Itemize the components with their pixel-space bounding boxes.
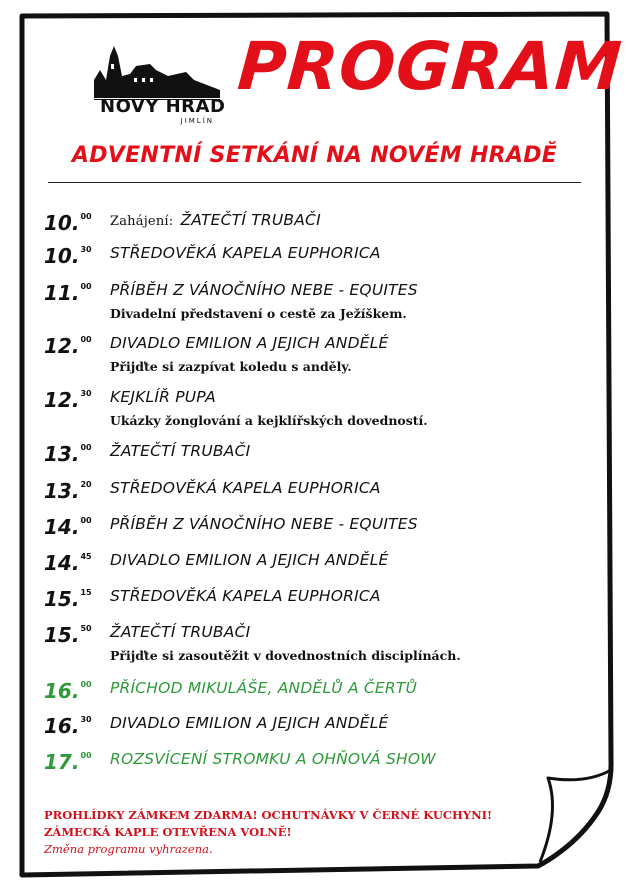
program-time — [44, 244, 92, 268]
program-note: Přijďte si zasoutěžit v dovednostních disciplínách. — [110, 648, 461, 663]
program-minute: 30 — [80, 389, 92, 398]
program-act-title: ŽATEČTÍ TRUBAČI — [110, 623, 251, 641]
program-minute: 00 — [80, 282, 92, 291]
program-hour: 10. — [44, 244, 80, 268]
program-minute: 00 — [80, 751, 92, 760]
program-hour: 17. — [44, 750, 80, 774]
program-hour: 13. — [44, 442, 80, 466]
program-minute: 00 — [80, 516, 92, 525]
program-minute: 00 — [80, 680, 92, 689]
program-act-title: ROZSVÍCENÍ STROMKU A OHŇOVÁ SHOW — [110, 750, 436, 768]
page-subtitle: ADVENTNÍ SETKÁNÍ NA NOVÉM HRADĚ — [71, 143, 558, 168]
program-act — [110, 442, 250, 460]
program-act-title: DIVADLO EMILION A JEJICH ANDĚLÉ — [110, 551, 389, 569]
program-minute: 00 — [80, 443, 92, 452]
logo-novy-hrad — [94, 40, 226, 125]
program-act-title: ŽATEČTÍ TRUBAČI — [110, 442, 251, 460]
program-item — [0, 515, 629, 539]
program-act — [110, 515, 418, 533]
program-item — [0, 750, 629, 774]
program-minute: 30 — [80, 715, 92, 724]
program-time — [44, 479, 92, 503]
program-act-title: DIVADLO EMILION A JEJICH ANDĚLÉ — [110, 714, 389, 732]
program-act — [110, 714, 389, 732]
program-item — [0, 388, 629, 428]
program-time — [44, 388, 92, 412]
program-item — [0, 679, 629, 703]
logo-place: JIMLÍN — [180, 117, 214, 125]
program-minute: 30 — [80, 245, 92, 254]
program-act-title: STŘEDOVĚKÁ KAPELA EUPHORICA — [110, 479, 381, 497]
program-act — [110, 551, 389, 569]
program-item — [0, 623, 629, 663]
footer-line-2: ZÁMECKÁ KAPLE OTEVŘENA VOLNĚ! — [44, 825, 292, 839]
program-item — [0, 442, 629, 466]
program-time — [44, 211, 92, 235]
program-item — [0, 587, 629, 611]
program-hour: 12. — [44, 388, 80, 412]
program-item — [0, 714, 629, 738]
program-time — [44, 442, 92, 466]
program-time — [44, 515, 92, 539]
program-act — [110, 587, 381, 605]
program-act-title: STŘEDOVĚKÁ KAPELA EUPHORICA — [110, 587, 381, 605]
program-act — [110, 281, 418, 299]
program-act-title: PŘÍCHOD MIKULÁŠE, ANDĚLŮ A ČERTŮ — [110, 679, 418, 697]
footer-line-3: Změna programu vyhrazena. — [44, 842, 213, 856]
program-time — [44, 679, 92, 703]
program-minute: 00 — [80, 335, 92, 344]
program-hour: 16. — [44, 679, 80, 703]
program-hour: 13. — [44, 479, 80, 503]
program-minute: 50 — [80, 624, 92, 633]
program-act-title: ŽATEČTÍ TRUBAČI — [180, 211, 321, 229]
program-hour: 15. — [44, 623, 80, 647]
castle-icon — [94, 40, 220, 100]
program-minute: 00 — [80, 212, 92, 221]
program-time — [44, 587, 92, 611]
logo-name: NOVÝ HRAD — [100, 96, 226, 117]
program-item — [0, 551, 629, 575]
program-item — [0, 281, 629, 321]
program-hour: 14. — [44, 515, 80, 539]
program-item — [0, 334, 629, 374]
program-item — [0, 244, 629, 268]
program-act — [110, 211, 321, 229]
program-act — [110, 679, 417, 697]
program-time — [44, 281, 92, 305]
program-act-title: KEJKLÍŘ PUPA — [110, 388, 216, 406]
program-hour: 10. — [44, 211, 80, 235]
program-minute: 15 — [80, 588, 92, 597]
program-act-title: DIVADLO EMILION A JEJICH ANDĚLÉ — [110, 334, 389, 352]
program-hour: 14. — [44, 551, 80, 575]
program-act — [110, 334, 389, 352]
program-time — [44, 714, 92, 738]
page-title: PROGRAM — [235, 28, 625, 105]
program-time — [44, 334, 92, 358]
program-prefix: Zahájení: — [110, 214, 174, 229]
program-hour: 11. — [44, 281, 80, 305]
program-hour: 12. — [44, 334, 80, 358]
program-time — [44, 750, 92, 774]
program-act-title: PŘÍBĚH Z VÁNOČNÍHO NEBE - EQUITES — [110, 281, 418, 299]
program-note: Ukázky žonglování a kejklířských dovedností. — [110, 413, 428, 428]
program-act — [110, 244, 381, 262]
program-note: Divadelní představení o cestě za Ježíškem. — [110, 306, 407, 321]
program-hour: 15. — [44, 587, 80, 611]
program-act — [110, 750, 436, 768]
footer — [44, 807, 492, 858]
program-act-title: STŘEDOVĚKÁ KAPELA EUPHORICA — [110, 244, 381, 262]
program-item — [0, 211, 629, 235]
program-hour: 16. — [44, 714, 80, 738]
footer-line-1: PROHLÍDKY ZÁMKEM ZDARMA! OCHUTNÁVKY V ČERNÉ KUCHYNI! — [44, 808, 493, 822]
program-act — [110, 623, 250, 641]
program-time — [44, 623, 92, 647]
divider — [48, 182, 581, 183]
program-minute: 20 — [80, 480, 92, 489]
program-act — [110, 479, 381, 497]
program-act-title: PŘÍBĚH Z VÁNOČNÍHO NEBE - EQUITES — [110, 515, 418, 533]
program-minute: 45 — [80, 552, 92, 561]
program-time — [44, 551, 92, 575]
program-note: Přijďte si zazpívat koledu s anděly. — [110, 359, 352, 374]
program-item — [0, 479, 629, 503]
program-act — [110, 388, 216, 406]
